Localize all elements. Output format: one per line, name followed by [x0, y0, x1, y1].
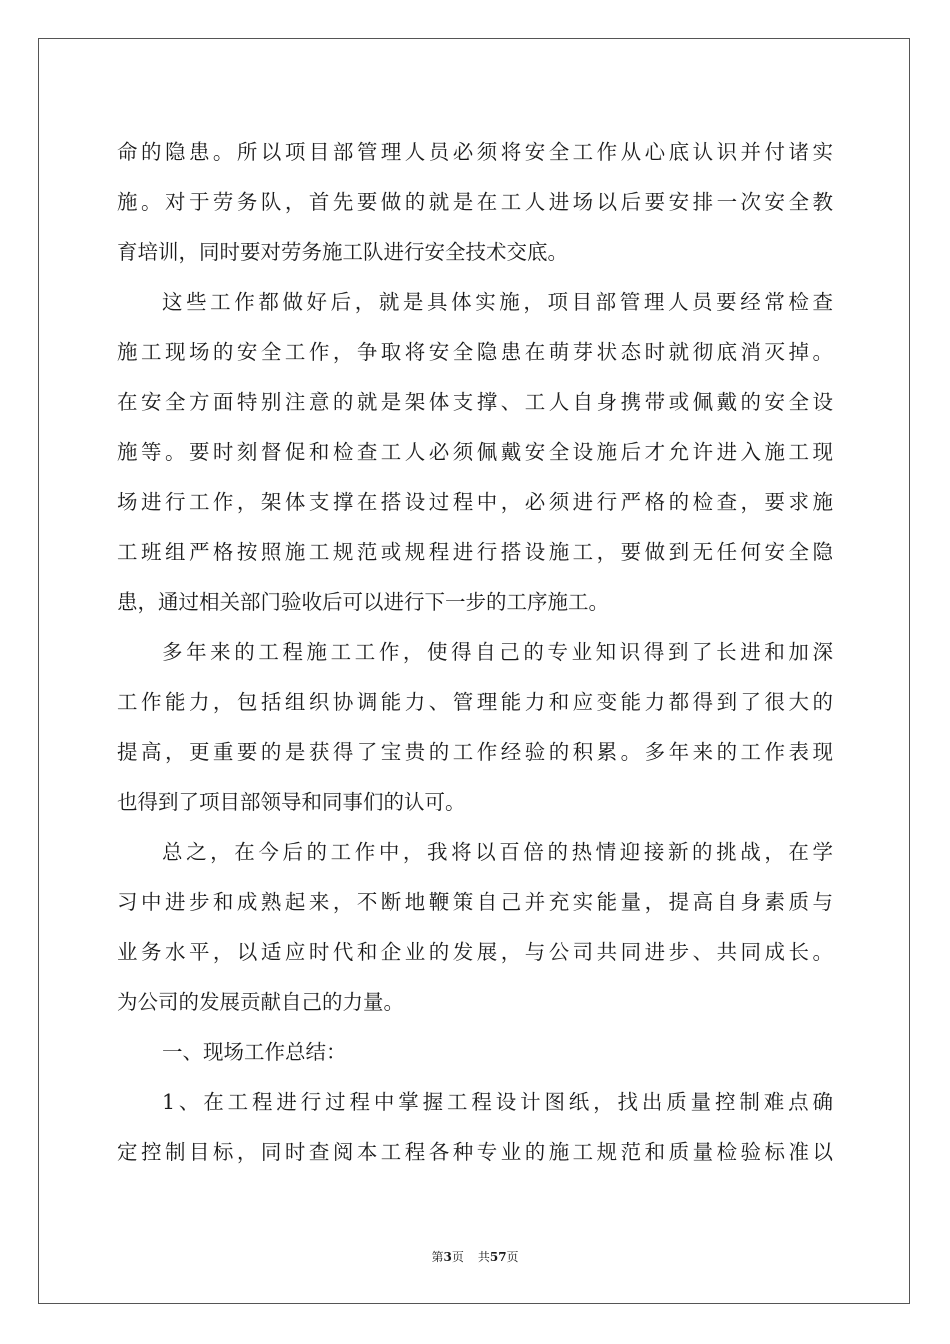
text-line: 工班组严格按照施工规范或规程进行搭设施工，要做到无任何安全隐: [117, 540, 833, 564]
page-prefix: 第: [431, 1250, 444, 1264]
page-suffix: 页: [451, 1250, 464, 1264]
text-line: 施等。要时刻督促和检查工人必须佩戴安全设施后才允许进入施工现: [117, 440, 833, 464]
text-line: 育培训，同时要对劳务施工队进行安全技术交底。: [117, 240, 568, 264]
text-line: 提高，更重要的是获得了宝贵的工作经验的积累。多年来的工作表现: [117, 740, 833, 764]
text-line: 为公司的发展贡献自己的力量。: [117, 990, 404, 1014]
text-line: 也得到了项目部领导和同事们的认可。: [117, 790, 466, 814]
paragraph-start-line: 1、在工程进行过程中掌握工程设计图纸，找出质量控制难点确: [162, 1090, 833, 1114]
text-line: 患，通过相关部门验收后可以进行下一步的工序施工。: [117, 590, 609, 614]
text-line: 施。对于劳务队，首先要做的就是在工人进场以后要安排一次安全教: [117, 190, 833, 214]
text-line: 定控制目标，同时查阅本工程各种专业的施工规范和质量检验标准以: [117, 1140, 833, 1164]
text-line: 在安全方面特别注意的就是架体支撑、工人自身携带或佩戴的安全设: [117, 390, 833, 414]
page-footer: [0, 1248, 950, 1265]
total-prefix: 共: [477, 1250, 490, 1264]
text-line: 施工现场的安全工作，争取将安全隐患在萌芽状态时就彻底消灭掉。: [117, 340, 833, 364]
text-line: 场进行工作，架体支撑在搭设过程中，必须进行严格的检查，要求施: [117, 490, 833, 514]
paragraph-start-line: 总之，在今后的工作中，我将以百倍的热情迎接新的挑战，在学: [162, 840, 833, 864]
total-suffix: 页: [506, 1250, 519, 1264]
total-pages: 57: [489, 1250, 507, 1264]
section-heading: 一、现场工作总结：: [162, 1040, 347, 1064]
page-number: 3: [443, 1250, 452, 1264]
text-line: 工作能力，包括组织协调能力、管理能力和应变能力都得到了很大的: [117, 690, 833, 714]
text-line: 业务水平，以适应时代和企业的发展，与公司共同进步、共同成长。: [117, 940, 833, 964]
document-body: [117, 127, 833, 1177]
text-line: 命的隐患。所以项目部管理人员必须将安全工作从心底认识并付诸实: [117, 140, 833, 164]
text-line: 习中进步和成熟起来，不断地鞭策自己并充实能量，提高自身素质与: [117, 890, 833, 914]
paragraph-start-line: 这些工作都做好后，就是具体实施，项目部管理人员要经常检查: [162, 290, 833, 314]
paragraph-start-line: 多年来的工程施工工作，使得自己的专业知识得到了长进和加深: [162, 640, 833, 664]
